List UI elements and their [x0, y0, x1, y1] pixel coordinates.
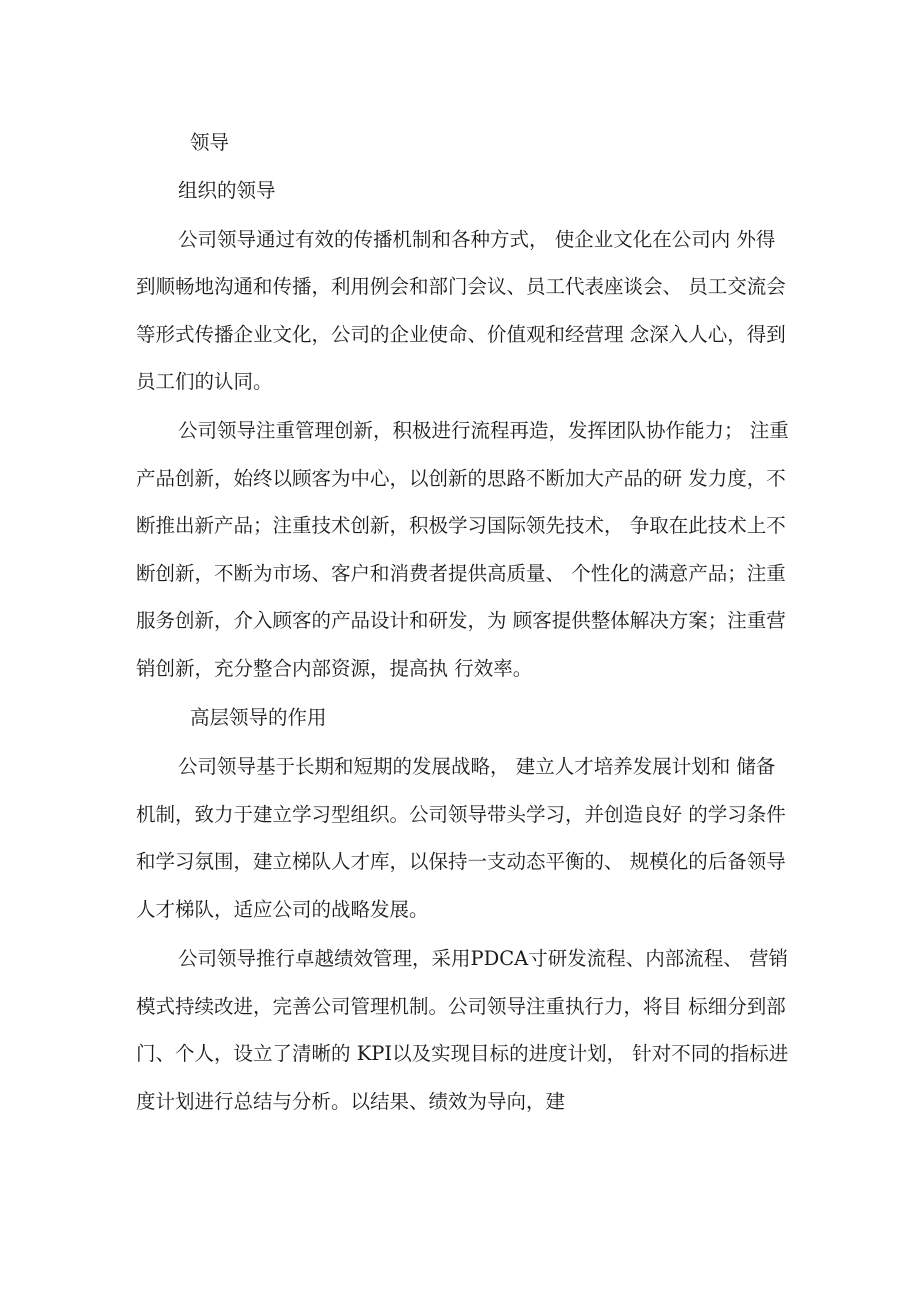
paragraph-2-line-2: 产品创新，始终以顾客为中心，以创新的思路不断加大产品的研 发力度，不 — [136, 467, 786, 490]
paragraph-3-line-1: 公司领导基于长期和短期的发展战略， 建立人才培养发展计划和 储备 — [178, 755, 776, 778]
paragraph-3-line-2: 机制，致力于建立学习型组织。公司领导带头学习，并创造良好 的学习条件 — [136, 803, 786, 826]
paragraph-2-line-6: 销创新，充分整合内部资源，提高执 行效率。 — [136, 657, 533, 680]
paragraph-4-line-3: 门、个人，设立了清晰的 KPI以及实现目标的进度计划， 针对不同的指标进 — [136, 1042, 789, 1065]
paragraph-1-line-1: 公司领导通过有效的传播机制和各种方式， 使企业文化在公司内 外得 — [178, 228, 776, 251]
section-heading-leadership-role: 高层领导的作用 — [190, 706, 327, 729]
paragraph-2-line-3: 断推出新产品；注重技术创新，积极学习国际领先技术， 争取在此技术上不 — [136, 514, 786, 537]
paragraph-1-line-2: 到顺畅地沟通和传播，利用例会和部门会议、员工代表座谈会、 员工交流会 — [136, 275, 786, 298]
paragraph-4-line-4: 度计划进行总结与分析。以结果、绩效为导向，建 — [136, 1090, 566, 1113]
paragraph-1-line-4: 员工们的认同。 — [136, 370, 273, 393]
doc-title: 领导 — [190, 131, 230, 154]
paragraph-2-line-5: 服务创新，介入顾客的产品设计和研发，为 顾客提供整体解决方案；注重营 — [136, 609, 786, 632]
paragraph-2-line-1: 公司领导注重管理创新，积极进行流程再造，发挥团队协作能力； 注重 — [178, 419, 789, 442]
paragraph-2-line-4: 断创新，不断为市场、客户和消费者提供高质量、 个性化的满意产品；注重 — [136, 562, 786, 585]
paragraph-4-line-2: 模式持续改进，完善公司管理机制。公司领导注重执行力，将目 标细分到部 — [136, 995, 786, 1018]
paragraph-3-line-4: 人才梯队，适应公司的战略发展。 — [136, 898, 429, 921]
paragraph-3-line-3: 和学习氛围，建立梯队人才库，以保持一支动态平衡的、 规模化的后备领导 — [136, 850, 786, 873]
paragraph-1-line-3: 等形式传播企业文化，公司的企业使命、价值观和经营理 念深入人心，得到 — [136, 323, 786, 346]
paragraph-4-line-1: 公司领导推行卓越绩效管理，采用PDCA寸研发流程、内部流程、 营销 — [178, 947, 788, 970]
section-heading-organization: 组织的领导 — [178, 179, 276, 202]
